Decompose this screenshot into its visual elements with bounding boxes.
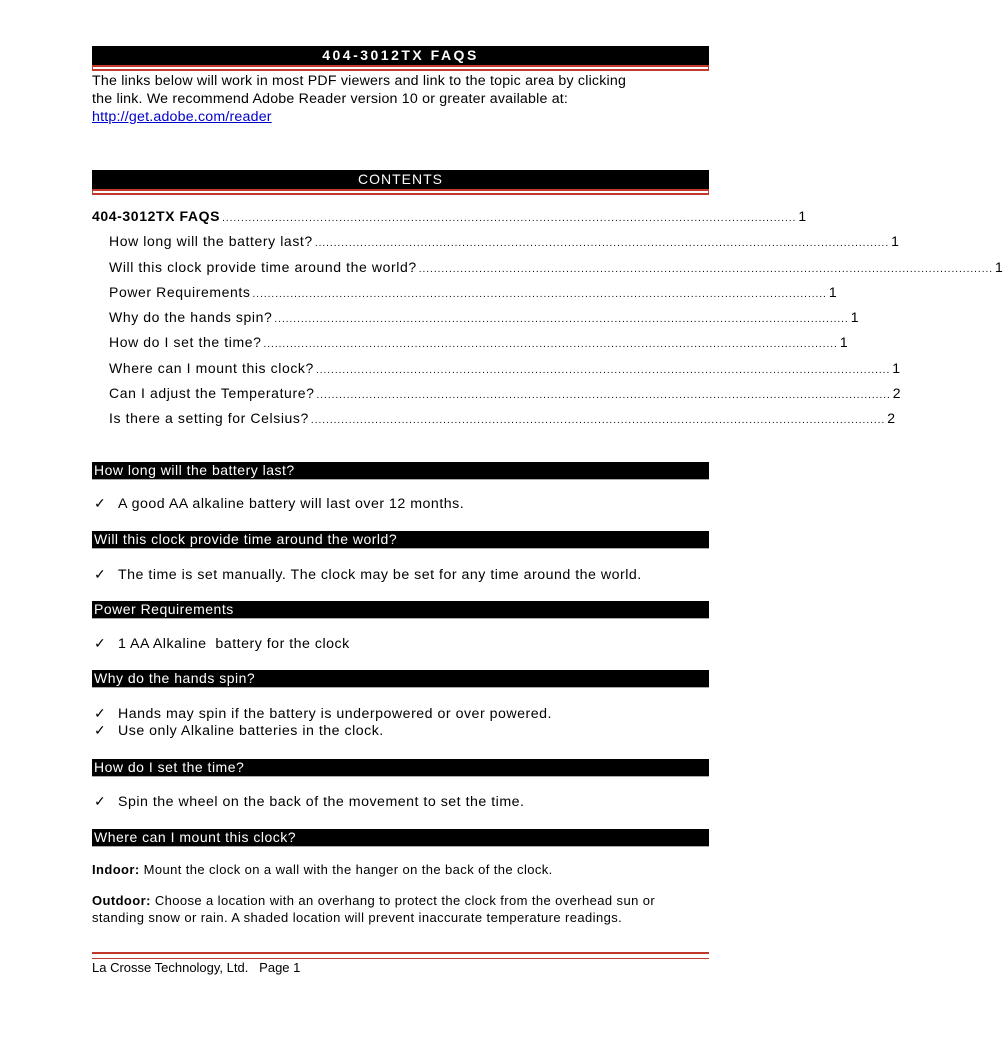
check-icon: ✓ [94, 566, 107, 583]
indoor-label: Indoor: [92, 861, 140, 877]
toc-entry[interactable] [92, 258, 1003, 284]
list-item-text: 1 AA Alkaline battery for the clock [118, 635, 350, 652]
outdoor-text: Choose a location with an overhang to protect the clock from the overhead sun or [154, 892, 656, 908]
page-footer: La Crosse Technology, Ltd. Page 1 [92, 960, 301, 975]
toc-entry-label: Why do the hands spin? [109, 309, 273, 326]
list-item [92, 567, 709, 584]
intro-line: the link. We recommend Adobe Reader version 10 or greater available at: [92, 91, 569, 107]
toc-page-number: 1 [839, 334, 849, 351]
check-icon: ✓ [94, 705, 107, 722]
list-item [92, 794, 709, 811]
list-item [92, 706, 709, 723]
toc-leader: ........................................................................................................................................................ [316, 390, 891, 402]
toc-entry-label: Power Requirements [109, 283, 251, 300]
list-item-text: Use only Alkaline batteries in the clock. [118, 722, 384, 739]
list-item [92, 723, 709, 740]
section-heading-set-time: How do I set the time? [92, 759, 709, 777]
toc-page-number: 1 [828, 283, 838, 300]
toc-page-number: 1 [891, 233, 900, 250]
toc-page-number: 1 [798, 208, 807, 224]
outdoor-paragraph [92, 892, 709, 926]
toc-leader: ........................................................................................................................................................ [315, 364, 891, 376]
toc-entry-label: Will this clock provide time around the world? [109, 258, 417, 275]
intro-line: The links below will work in most PDF viewers and link to the topic area by clicking [92, 73, 627, 89]
toc-entry[interactable] [92, 410, 896, 435]
section-heading-power: Power Requirements [92, 601, 709, 619]
section-heading-hands-spin: Why do the hands spin? [92, 670, 709, 688]
list-item-text: Spin the wheel on the back of the movement to set the time. [118, 793, 525, 810]
list-item [92, 636, 709, 653]
list-item-text: Hands may spin if the battery is underpowered or over powered. [118, 705, 552, 722]
toc-leader: ........................................................................................................................................................ [274, 314, 849, 326]
section-heading-battery: How long will the battery last? [92, 462, 709, 480]
adobe-reader-link[interactable]: http://get.adobe.com/reader [92, 109, 272, 125]
list-item-text: A good AA alkaline battery will last over 12 months. [118, 495, 465, 512]
contents-heading: CONTENTS [92, 170, 709, 191]
table-of-contents [92, 208, 1003, 436]
document-title: 404-3012TX FAQS [92, 46, 709, 67]
document-page [92, 46, 1003, 926]
section-heading-world-time: Will this clock provide time around the world? [92, 531, 709, 549]
toc-entry-label: How do I set the time? [109, 334, 262, 351]
outdoor-label: Outdoor: [92, 892, 151, 908]
toc-entry[interactable] [92, 385, 902, 410]
check-icon: ✓ [94, 793, 107, 810]
toc-leader: ........................................................................................................................................................ [314, 238, 890, 250]
toc-entry[interactable] [92, 309, 860, 334]
check-icon: ✓ [94, 635, 107, 652]
outdoor-text: standing snow or rain. A shaded location will prevent inaccurate temperature readings. [92, 909, 623, 925]
indoor-paragraph [92, 861, 709, 878]
toc-entry-label: Can I adjust the Temperature? [109, 385, 315, 402]
toc-page-number: 2 [892, 385, 902, 402]
toc-leader: ........................................................................................................................................................ [263, 339, 838, 351]
toc-page-number: 1 [850, 309, 860, 326]
toc-leader: ........................................................................................................................................................ [252, 288, 827, 300]
check-icon: ✓ [94, 495, 107, 512]
toc-entry-label: 404-3012TX FAQS [92, 208, 221, 224]
toc-entry-label: Is there a setting for Celsius? [109, 410, 309, 427]
list-item-text: The time is set manually. The clock may be set for any time around the world. [118, 566, 642, 583]
toc-entry-main[interactable] [92, 208, 807, 233]
toc-entry[interactable] [92, 334, 849, 359]
toc-entry[interactable] [92, 359, 901, 385]
toc-leader: ........................................................................................................................................................ [222, 213, 797, 224]
section-heading-mount: Where can I mount this clock? [92, 829, 709, 847]
toc-entry-label: Where can I mount this clock? [109, 359, 314, 376]
intro-text [92, 72, 709, 126]
check-icon: ✓ [94, 722, 107, 739]
toc-page-number: 2 [887, 410, 896, 427]
indoor-text: Mount the clock on a wall with the hanger on the back of the clock. [143, 861, 553, 877]
toc-leader: ........................................................................................................................................................ [418, 263, 994, 275]
list-item [92, 496, 709, 513]
toc-entry[interactable] [92, 233, 900, 258]
toc-leader: ........................................................................................................................................................ [310, 415, 886, 427]
toc-page-number: 1 [995, 258, 1003, 275]
toc-page-number: 1 [892, 359, 901, 376]
toc-entry[interactable] [92, 283, 838, 309]
footer-divider [92, 952, 709, 959]
toc-entry-label: How long will the battery last? [109, 233, 313, 250]
